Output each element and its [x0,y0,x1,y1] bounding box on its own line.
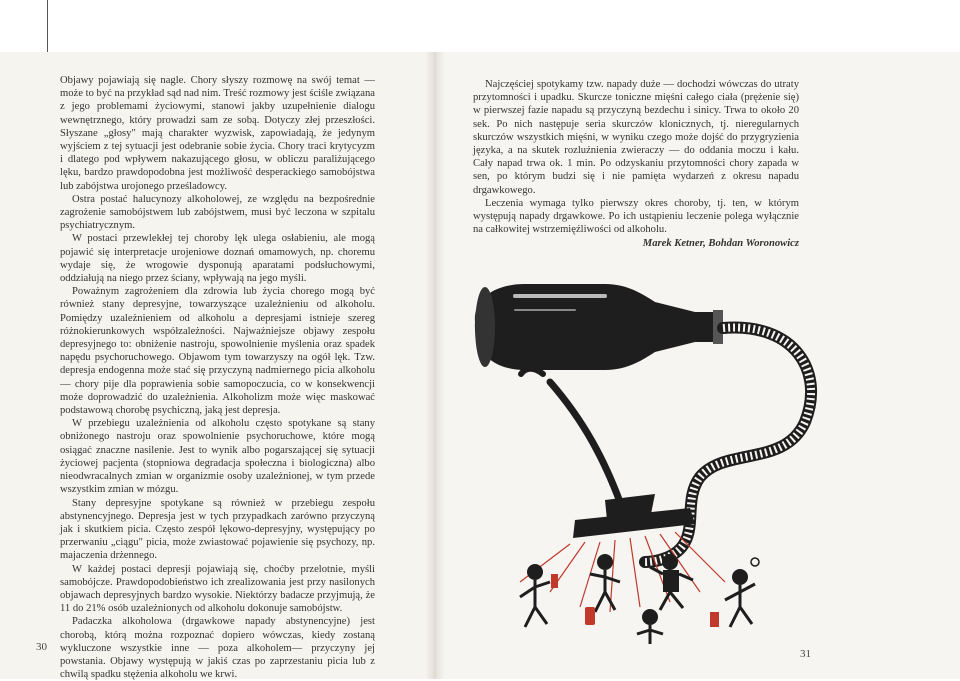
vacuum-bottle-illustration [455,262,835,652]
paragraph: Poważnym zagrożeniem dla zdrowia lub życia chorego mogą być również stany depresyjne, towarzyszące uzależnieniu od alkoholu. Pomiędzy uzależnieniem od alkoholu a depresjami istnieje szereg różnokierunkowych współzależności. Najważniejsze objawy zespołu depresyjnego to: obniżenie nastroju, spowolnienie myślenia oraz spadek napędu psychoruchowego. Objawom tym towarzyszy na ogół lęk. Tzw. depresja endogenna może stać się przyczyną nadmiernego picia alkoholu — chory pije dla poprawienia sobie samopoczucia, co w konsekwencji może doprowadzić do uzależnienia. Alkoholizm może więc maskować podstawową chorobę psychiczną, jaką jest depresja. [60,286,375,417]
wand-icon [521,369,620,502]
paragraph: Padaczka alkoholowa (drgawkowe napady abstynencyjne) jest chorobą, którą można rozpoznać dopiero wówczas, kiedy zostaną wykluczone wszystkie inne — poza alkoholem— przyczyny jej powstania. Objawy występują w jakiś czas po zaprzestaniu picia lub z chwilą spadku stężenia alkoholu we krwi. [60,616,375,681]
right-page-text [473,78,799,251]
paragraph: Objawy pojawiają się nagle. Chory słyszy rozmowę na swój temat — może to być na przykład sąd nad nim. Treść rozmowy jest ściśle związana z jego problemami życiowymi, stanowi jakby uzupełnienie dialogu wewnętrznego, który prowadzi sam ze sobą. Dotyczy złej przeszłości. Słyszane „głosy" mają charakter wyzwisk, zapowiadają, że jedynym wyjściem z tej sytuacji jest odebranie sobie życia. Chory traci krytycyzm i dlatego pod wpływem nakazującego głosu, w obliczu paraliżującego lęku, bardzo prawdopodobna jest możliwość desperackiego samobójstwa lub zabójstwa urojonego prześladowcy. [60,75,375,192]
figures-icon [520,554,759,644]
paragraph: Leczenia wymaga tylko pierwszy okres choroby, tj. ten, w którym występują napady drgawkowe. Po ich ustąpieniu leczenie polega wyłącznie na całkowitej wstrzemięźliwości od alkoholu. [473,197,799,236]
page-number-left: 30 [36,641,47,653]
top-divider [47,0,48,52]
page-number-right: 31 [800,648,811,660]
paragraph: W postaci przewlekłej tej choroby lęk ulega osłabieniu, ale mogą pojawić się interpretacje urojeniowe doznań omamowych, np. choremu wydaje się, że wrogowie dysponują aparatami podsłuchowymi, oddziałują na niego przez ściany, wpływają na jego myśli. [60,233,375,285]
paragraph: W przebiegu uzależnienia od alkoholu często spotykane są stany obniżonego nastroju oraz spowolnienie psychoruchowe, które mogą osiągać znaczne nasilenie. Jest to wynik albo pogarszającej się sytuacji życiowej pacjenta (stopniowa degradacja społeczna i biologiczna) albo nieodwracalnych zmian w organizmie osoby uzależnionej, w tym przede wszystkim zmian w mózgu. [60,418,375,496]
spray-lines [520,532,725,612]
bottle-icon [475,284,723,370]
author-credit: Marek Ketner, Bohdan Woronowicz [642,238,799,250]
paragraph: Najczęściej spotykamy tzw. napady duże — dochodzi wówczas do utraty przytomności i upadku. Skurcze toniczne mięśni całego ciała (prężenie się) w pierwszej fazie napadu są przyczyną bezdechu i sinicy. Trwa to około 20 sek. Po nich następuje seria skurczów klonicznych, tj. nieregularnych skurczów wszystkich mięśni, w wyniku czego może dojść do przygryzienia języka, a na skutek rozluźnienia zwieraczy — do oddania moczu i kału. Cały napad trwa ok. 1 min. Po odzyskaniu przytomności chory zapada w sen, po którym budzi się i nie pamięta wydarzeń z okresu napadu drgawkowego. [473,79,799,196]
left-page-text [60,74,375,681]
nozzle-icon [573,494,695,538]
paragraph: Ostra postać halucynozy alkoholowej, ze względu na bezpośrednie zagrożenie samobójstwem lub zabójstwem, musi być leczona w szpitalu psychiatrycznym. [60,193,375,232]
paragraph: W każdej postaci depresji pojawiają się, choćby przelotnie, myśli samobójcze. Prawdopodobieństwo ich zrealizowania jest przy nasilonych objawach depresyjnych bardzo wysokie. Niektórzy badacze przyjmują, że 11 do 21% osób uzależnionych od alkoholu dokonuje samobójstw. [60,563,375,615]
paragraph: Stany depresyjne spotykane są również w przebiegu zespołu abstynencyjnego. Depresja jest w tych przypadkach zarówno przyczyną jak i skutkiem picia. Często zespół lękowo-depresyjny, występujący po przerwaniu „ciągu" picia, może zwiastować pojawienie się psychozy, np. majaczenia drżennego. [60,497,375,562]
page-fold [425,52,445,679]
